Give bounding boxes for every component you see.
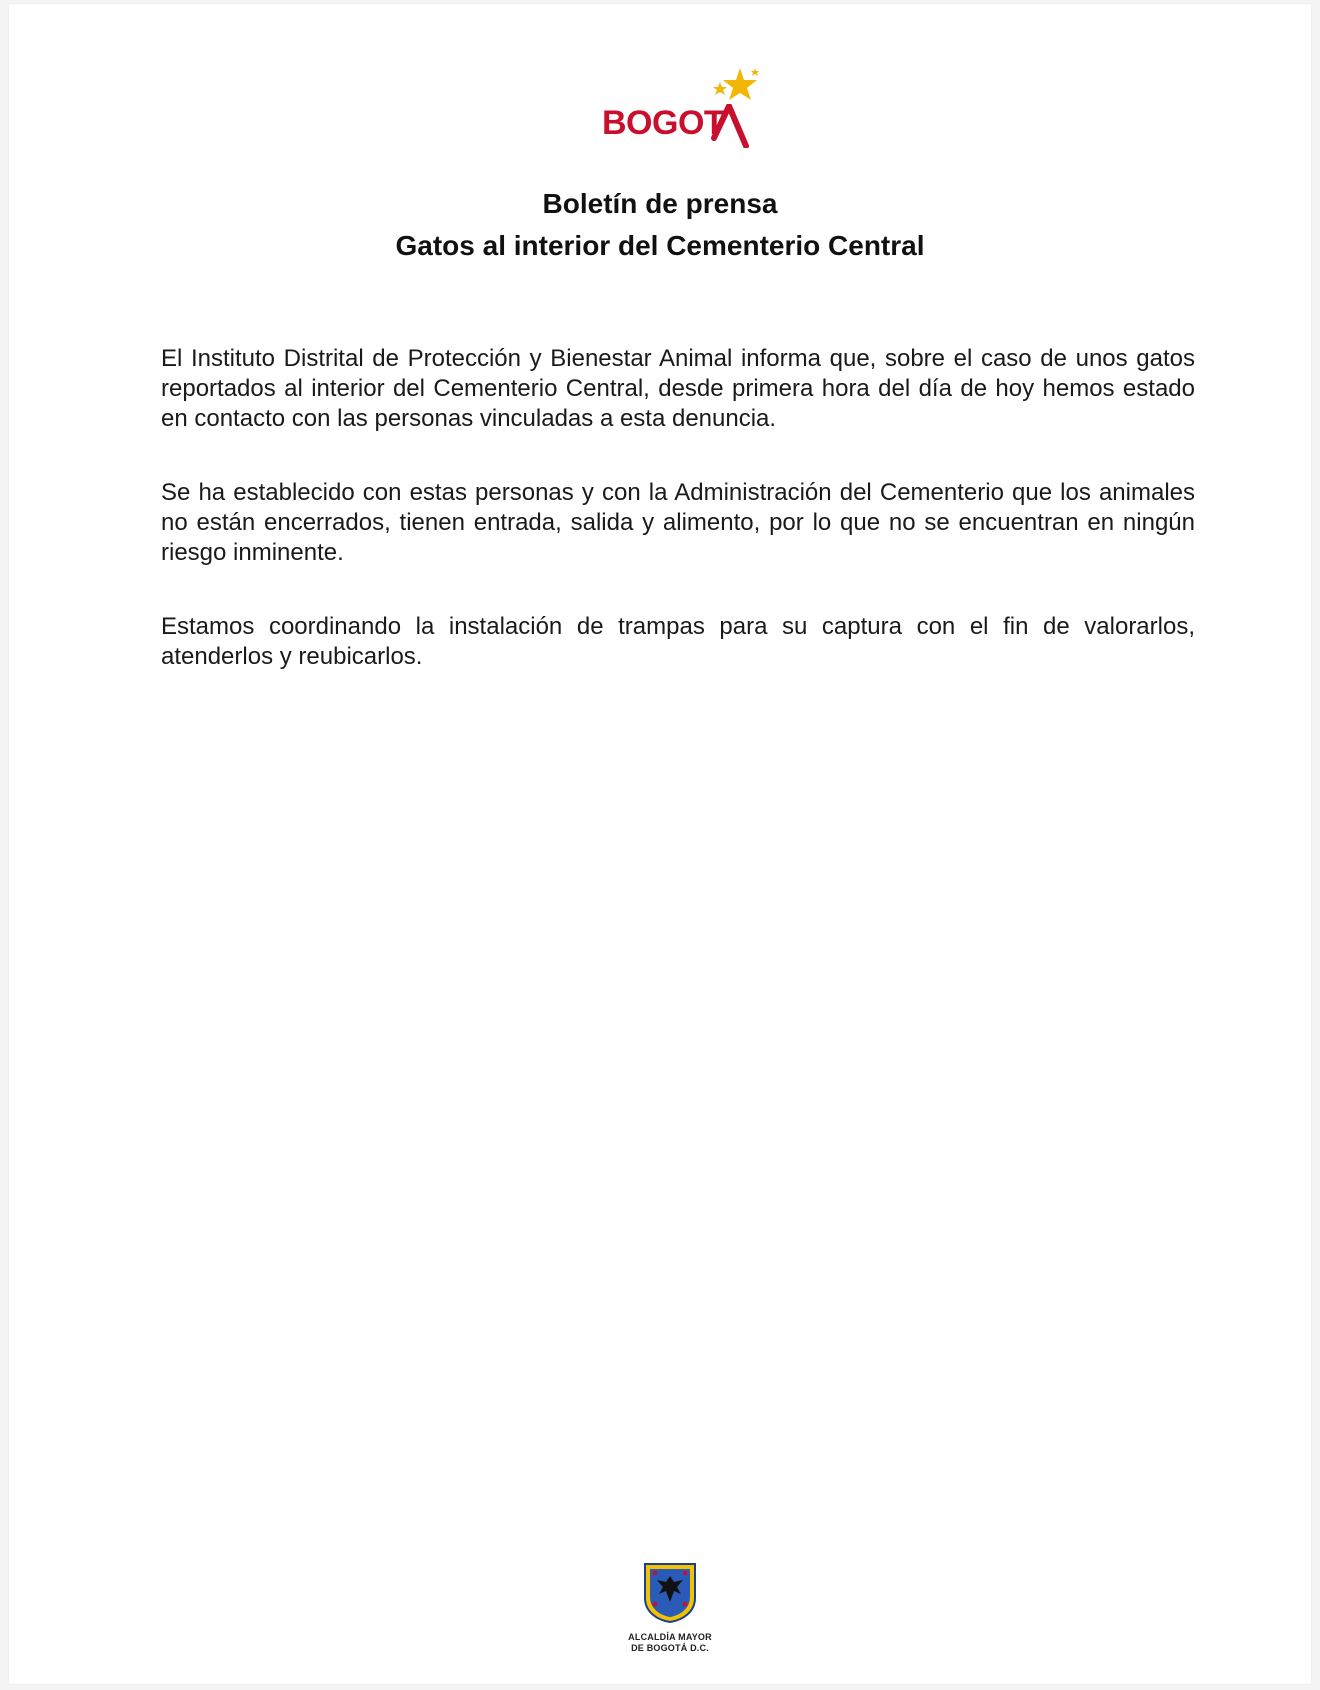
logo-a-mark-icon (711, 104, 749, 148)
title-line-2: Gatos al interior del Cementerio Central (395, 230, 925, 261)
bogota-logo (594, 66, 764, 156)
footer-line-1: ALCALDÍA MAYOR (628, 1632, 712, 1642)
stars-icon (700, 66, 760, 108)
paragraph-2: Se ha establecido con estas personas y con la Administración del Cementerio que los animales no están encerrados, tienen entrada, salida y alimento, por lo que no se encuentran en ningún riesgo inminente. (161, 479, 1195, 566)
footer-text (610, 1632, 730, 1654)
footer-line-2: DE BOGOTÁ D.C. (631, 1643, 709, 1653)
paragraph-1: El Instituto Distrital de Protección y Bienestar Animal informa que, sobre el caso de unos gatos reportados al interior del Cementerio Central, desde primera hora del día de hoy hemos estado en contacto con las personas vinculadas a esta denuncia. (161, 345, 1195, 432)
coat-of-arms-icon (643, 1562, 697, 1624)
footer-seal (610, 1562, 730, 1654)
logo-wordmark: BOGOT (602, 104, 725, 142)
bulletin-title (0, 183, 1320, 267)
title-line-1: Boletín de prensa (542, 188, 778, 219)
bulletin-body (161, 344, 1195, 716)
paragraph-3: Estamos coordinando la instalación de trampas para su captura con el fin de valorarlos, atenderlos y reubicarlos. (161, 613, 1195, 670)
